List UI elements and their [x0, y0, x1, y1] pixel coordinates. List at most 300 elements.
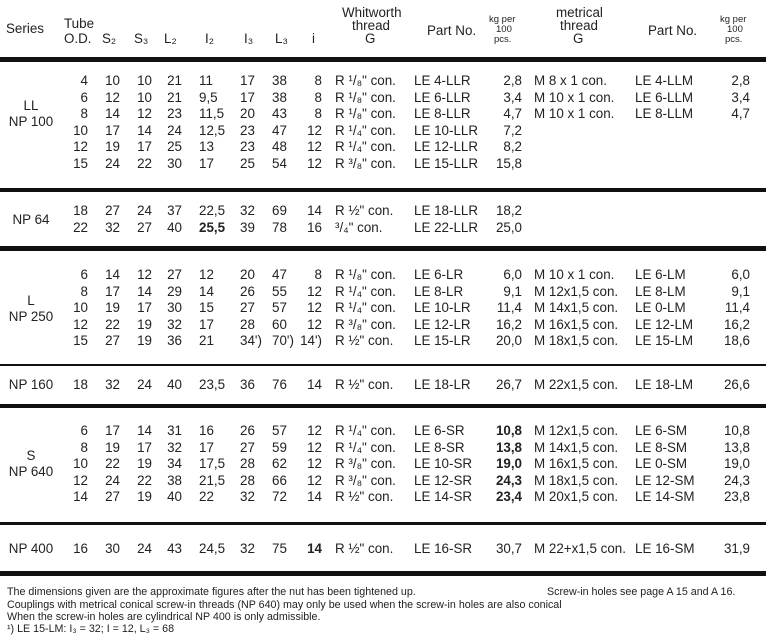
cell-mt: M 14x1,5 con.	[534, 439, 619, 455]
cell-mkg: 24,3	[723, 472, 750, 488]
table-row	[0, 123, 766, 139]
cell-i2: 12,5	[199, 122, 226, 138]
cell-wt: ³/₄" con.	[335, 219, 383, 235]
cell-l3: 43	[272, 106, 287, 122]
cell-wt: R ½" con.	[335, 203, 394, 218]
series-label: NP 640	[8, 464, 54, 479]
cell-wp: LE 8-LLR	[414, 106, 471, 122]
footnote-3: When the screw-in holes are cylindrical NP 400 is only admissible.	[7, 611, 321, 623]
rule-metrical-gap	[598, 188, 766, 191]
cell-mkg: 23,8	[723, 489, 750, 505]
cell-wt: R ¹/₈" con.	[335, 73, 396, 88]
cell-od: 8	[80, 106, 88, 122]
header-metrical-g: G	[573, 31, 584, 46]
cell-i3: 32	[240, 203, 255, 218]
header-od: O.D.	[64, 31, 92, 46]
cell-wt: R ³/₈" con.	[335, 156, 396, 171]
cell-i: 12	[307, 139, 322, 155]
header-s3: S₃	[134, 31, 149, 46]
footnote-1: The dimensions given are the approximate figures after the nut has been tightened up.	[7, 586, 416, 598]
cell-i3: 36	[240, 377, 255, 392]
cell-s2: 12	[105, 89, 120, 105]
cell-mt: M 22+x1,5 con.	[534, 541, 626, 556]
cell-i2: 17	[199, 156, 214, 171]
cell-s3: 10	[137, 89, 152, 105]
cell-l3: 55	[272, 283, 287, 299]
cell-l3: 75	[272, 541, 287, 556]
header-kg-100-2: 100	[727, 24, 743, 35]
cell-l2: 30	[167, 300, 182, 316]
cell-i: 8	[314, 267, 322, 282]
cell-mkg: 6,0	[731, 267, 750, 282]
cell-i: 14	[307, 541, 322, 556]
header-series: Series	[6, 21, 44, 36]
cell-mp: LE 14-SM	[635, 489, 695, 505]
header-tube: Tube	[64, 16, 95, 31]
cell-wp: LE 8-LR	[414, 283, 464, 299]
cell-s3: 19	[137, 456, 152, 472]
cell-l2: 29	[167, 283, 182, 299]
cell-i2: 17,5	[199, 456, 226, 472]
cell-i2: 16	[199, 423, 214, 438]
cell-i2: 25,5	[199, 219, 226, 235]
cell-mkg: 9,1	[731, 283, 750, 299]
table-row	[0, 377, 766, 393]
cell-mp: LE 8-LM	[635, 283, 686, 299]
header-i: i	[312, 31, 315, 46]
series-label: NP 250	[8, 309, 54, 324]
cell-wp: LE 6-SR	[414, 423, 465, 438]
cell-wkg: 3,4	[503, 89, 522, 105]
cell-mp: LE 8-LLM	[635, 106, 694, 122]
cell-mkg: 11,4	[724, 300, 750, 316]
cell-wt: R ³/₈" con.	[335, 456, 396, 472]
cell-l3: 47	[272, 267, 287, 282]
cell-i: 14	[307, 377, 322, 392]
cell-i2: 21	[199, 333, 214, 349]
cell-wp: LE 6-LLR	[414, 89, 471, 105]
cell-wkg: 19,0	[495, 456, 522, 472]
header-kg-pcs: pcs.	[494, 34, 512, 45]
header-whitworth: Whitworth	[342, 5, 402, 20]
cell-od: 8	[80, 439, 88, 455]
cell-mp: LE 6-LM	[635, 267, 686, 282]
cell-wp: LE 16-SR	[414, 541, 473, 556]
cell-wkg: 30,7	[495, 541, 522, 556]
cell-wp: LE 8-SR	[414, 439, 465, 455]
table-row	[0, 489, 766, 505]
cell-wkg: 16,2	[495, 316, 522, 332]
cell-mt: M 16x1,5 con.	[534, 316, 619, 332]
cell-s3: 24	[137, 203, 152, 218]
cell-i: 8	[314, 106, 322, 122]
cell-s2: 10	[105, 73, 120, 88]
cell-s3: 19	[137, 316, 152, 332]
rule-3	[0, 364, 766, 366]
table-row	[0, 300, 766, 316]
cell-i3: 27	[240, 300, 255, 316]
cell-mt: M 18x1,5 con.	[534, 472, 619, 488]
cell-mp: LE 15-LM	[635, 333, 694, 349]
rule-6	[0, 571, 766, 576]
table-row	[0, 473, 766, 489]
cell-l2: 27	[167, 267, 182, 282]
cell-s3: 12	[137, 267, 152, 282]
cell-wp: LE 12-LR	[414, 316, 471, 332]
cell-mt: M 12x1,5 con.	[534, 423, 619, 438]
cell-mp: LE 18-LM	[635, 377, 694, 392]
cell-l3: 78	[272, 219, 287, 235]
cell-i3: 32	[240, 541, 255, 556]
table-row	[0, 73, 766, 89]
cell-od: 15	[73, 156, 88, 171]
cell-l3: 48	[272, 139, 287, 155]
header-l3: L₃	[275, 31, 288, 46]
header-part-no-2: Part No.	[648, 23, 698, 38]
cell-i3: 26	[240, 423, 255, 438]
cell-mt: M 8 x 1 con.	[534, 73, 607, 88]
cell-mp: LE 0-SM	[635, 456, 688, 472]
cell-wp: LE 10-SR	[414, 456, 473, 472]
cell-i2: 12	[199, 267, 214, 282]
cell-od: 15	[73, 333, 88, 349]
cell-s3: 27	[137, 219, 152, 235]
cell-wt: R ¹/₄" con.	[335, 122, 396, 138]
cell-s3: 17	[137, 439, 152, 455]
cell-l3: 76	[272, 377, 287, 392]
cell-i: 12	[307, 439, 322, 455]
header-whitworth-thread: thread	[352, 18, 390, 33]
cell-s2: 14	[105, 106, 120, 122]
cell-i2: 24,5	[199, 541, 226, 556]
cell-od: 18	[73, 203, 88, 218]
table-row	[0, 423, 766, 439]
header-i2: I₂	[205, 31, 214, 46]
cell-wt: R ³/₈" con.	[335, 472, 396, 488]
cell-mt: M 18x1,5 con.	[534, 333, 619, 349]
header-kg-2: kg per	[720, 14, 747, 25]
series-label: NP 64	[12, 212, 50, 227]
cell-l2: 24	[167, 122, 182, 138]
cell-s2: 19	[105, 139, 120, 155]
table-row	[0, 106, 766, 122]
cell-i2: 17	[199, 439, 214, 455]
cell-wt: R ¹/₄" con.	[335, 423, 396, 438]
cell-l3: 62	[272, 456, 287, 472]
cell-i3: 39	[240, 219, 255, 235]
cell-mp: LE 4-LLM	[635, 73, 694, 88]
cell-wp: LE 15-LLR	[414, 156, 479, 171]
cell-od: 10	[73, 456, 88, 472]
cell-l2: 34	[167, 456, 182, 472]
cell-i3: 28	[240, 472, 255, 488]
cell-wkg: 24,3	[495, 472, 522, 488]
table-row	[0, 220, 766, 236]
header-i3: I₃	[244, 31, 254, 46]
footnote-4: ¹) LE 15-LM: I₃ = 32; I = 12, L₃ = 68	[7, 623, 175, 635]
cell-l3: 54	[272, 156, 287, 171]
cell-l3: 38	[272, 73, 287, 88]
cell-l3: 70')	[272, 333, 294, 349]
cell-wkg: 26,7	[495, 377, 522, 392]
cell-i3: 23	[240, 122, 255, 138]
header-metrical: metrical	[556, 5, 603, 20]
cell-mt: M 16x1,5 con.	[534, 456, 619, 472]
cell-l2: 21	[167, 73, 182, 88]
table-row	[0, 90, 766, 106]
cell-wt: R ¹/₄" con.	[335, 439, 396, 455]
cell-s2: 27	[105, 489, 120, 505]
cell-i3: 28	[240, 316, 255, 332]
cell-wp: LE 12-SR	[414, 472, 473, 488]
cell-i: 12	[307, 456, 322, 472]
cell-od: 16	[73, 541, 88, 556]
cell-s2: 32	[105, 377, 120, 392]
cell-s2: 22	[105, 456, 120, 472]
cell-i2: 11,5	[199, 106, 225, 122]
cell-i: 14	[307, 203, 322, 218]
cell-l2: 40	[167, 377, 182, 392]
cell-i2: 15	[199, 300, 214, 316]
cell-mp: LE 12-LM	[635, 316, 694, 332]
cell-l2: 32	[167, 439, 182, 455]
header-whitworth-g: G	[365, 31, 376, 46]
cell-wkg: 18,2	[495, 203, 522, 218]
cell-i: 16	[307, 219, 322, 235]
cell-i3: 23	[240, 139, 255, 155]
cell-od: 14	[73, 489, 88, 505]
cell-l2: 32	[167, 316, 182, 332]
table-row	[0, 284, 766, 300]
cell-i: 12	[307, 156, 322, 171]
cell-s2: 19	[105, 300, 120, 316]
cell-mkg: 10,8	[723, 423, 750, 438]
cell-wkg: 9,1	[503, 283, 522, 299]
cell-wt: R ¹/₈" con.	[335, 89, 396, 105]
cell-wt: R ½" con.	[335, 333, 394, 349]
cell-i2: 22,5	[199, 203, 226, 218]
series-label: NP 400	[8, 541, 54, 556]
cell-mt: M 20x1,5 con.	[534, 489, 619, 505]
cell-mkg: 4,7	[731, 106, 750, 122]
cell-i3: 20	[240, 106, 255, 122]
table-row	[0, 333, 766, 349]
cell-od: 10	[73, 300, 88, 316]
cell-i3: 27	[240, 439, 255, 455]
rule-4	[0, 404, 766, 408]
cell-mt: M 10 x 1 con.	[534, 267, 615, 282]
header-s2: S₂	[102, 31, 117, 46]
cell-wt: R ½" con.	[335, 489, 394, 505]
cell-mp: LE 6-LLM	[635, 89, 694, 105]
table-row	[0, 541, 766, 557]
rule-2	[0, 246, 766, 251]
cell-wkg: 23,4	[495, 489, 522, 505]
rule-header	[0, 57, 766, 62]
cell-od: 12	[73, 472, 88, 488]
cell-i3: 25	[240, 156, 255, 171]
cell-s3: 12	[137, 106, 152, 122]
cell-wkg: 15,8	[495, 156, 522, 171]
cell-od: 18	[73, 377, 88, 392]
table-row	[0, 456, 766, 472]
table-row	[0, 139, 766, 155]
table-row	[0, 440, 766, 456]
cell-i3: 17	[240, 73, 255, 88]
cell-wt: R ³/₈" con.	[335, 316, 396, 332]
cell-wkg: 8,2	[503, 139, 522, 155]
cell-s3: 17	[137, 300, 152, 316]
cell-s2: 17	[105, 423, 120, 438]
cell-wt: R ¹/₄" con.	[335, 283, 396, 299]
cell-s2: 17	[105, 122, 120, 138]
cell-s2: 30	[105, 541, 120, 556]
cell-i2: 23,5	[199, 377, 226, 392]
header-kg: kg per	[489, 14, 516, 25]
cell-od: 6	[80, 267, 88, 282]
cell-s2: 24	[105, 156, 120, 171]
cell-i3: 17	[240, 89, 255, 105]
cell-l2: 31	[167, 423, 182, 438]
cell-s3: 14	[137, 122, 152, 138]
cell-s3: 19	[137, 489, 152, 505]
cell-l3: 66	[272, 472, 287, 488]
cell-wkg: 2,8	[503, 73, 522, 88]
cell-s2: 27	[105, 203, 120, 218]
cell-l2: 38	[167, 472, 182, 488]
cell-od: 6	[80, 423, 88, 438]
cell-wp: LE 4-LLR	[414, 73, 471, 88]
cell-l3: 47	[272, 122, 287, 138]
cell-i2: 21,5	[199, 472, 226, 488]
cell-s2: 19	[105, 439, 120, 455]
footnote-2: Couplings with metrical conical screw-in threads (NP 640) may only be used when the screw-in holes are also conical	[7, 599, 562, 611]
cell-i2: 17	[199, 316, 214, 332]
cell-i: 12	[307, 300, 322, 316]
cell-mt: M 22x1,5 con.	[534, 377, 619, 392]
cell-wkg: 7,2	[503, 122, 522, 138]
cell-wkg: 11,4	[496, 300, 522, 316]
cell-wp: LE 10-LR	[414, 300, 471, 316]
series-label: LL	[23, 98, 39, 113]
cell-od: 6	[80, 89, 88, 105]
header-l2: L₂	[164, 31, 177, 46]
cell-od: 12	[73, 316, 88, 332]
cell-wt: R ¹/₈" con.	[335, 106, 396, 122]
cell-mkg: 31,9	[723, 541, 750, 556]
cell-i2: 14	[199, 283, 214, 299]
cell-i2: 11	[199, 73, 213, 88]
series-label: NP 160	[8, 377, 54, 392]
cell-mkg: 26,6	[723, 377, 750, 392]
cell-i: 8	[314, 89, 322, 105]
cell-i: 14	[307, 489, 322, 505]
table-row	[0, 267, 766, 283]
cell-s2: 27	[105, 333, 120, 349]
cell-mt: M 10 x 1 con.	[534, 89, 615, 105]
cell-i2: 22	[199, 489, 214, 505]
header-part-no: Part No.	[427, 23, 477, 38]
cell-l3: 38	[272, 89, 287, 105]
cell-l3: 59	[272, 439, 287, 455]
header-kg-100: 100	[496, 24, 512, 35]
cell-mkg: 16,2	[723, 316, 750, 332]
series-label: L	[27, 293, 35, 308]
cell-mkg: 18,6	[723, 333, 750, 349]
cell-i: 14')	[300, 333, 322, 349]
cell-i: 12	[307, 122, 322, 138]
cell-od: 8	[80, 283, 88, 299]
cell-wkg: 10,8	[495, 423, 522, 438]
cell-wkg: 6,0	[503, 267, 522, 282]
cell-l2: 30	[167, 156, 182, 171]
cell-wp: LE 22-LLR	[414, 219, 479, 235]
cell-i: 12	[307, 283, 322, 299]
cell-mt: M 14x1,5 con.	[534, 300, 619, 316]
cell-od: 22	[73, 219, 88, 235]
cell-wp: LE 10-LLR	[414, 122, 479, 138]
cell-mt: M 12x1,5 con.	[534, 283, 619, 299]
cell-mkg: 2,8	[731, 73, 750, 88]
cell-wt: R ½" con.	[335, 541, 394, 556]
cell-l3: 72	[272, 489, 287, 505]
cell-s3: 14	[137, 283, 152, 299]
table-row	[0, 317, 766, 333]
cell-wp: LE 18-LLR	[414, 203, 479, 218]
cell-mp: LE 0-LM	[635, 300, 686, 316]
cell-wt: R ¹/₈" con.	[335, 267, 396, 282]
rule-5	[0, 522, 766, 525]
series-label: S	[26, 448, 36, 463]
cell-wt: R ¹/₄" con.	[335, 139, 396, 155]
cell-l2: 40	[167, 489, 182, 505]
cell-s3: 19	[137, 333, 152, 349]
cell-od: 10	[73, 122, 88, 138]
cell-mp: LE 12-SM	[635, 472, 695, 488]
cell-od: 12	[73, 139, 88, 155]
cell-wp: LE 12-LLR	[414, 139, 479, 155]
cell-s3: 22	[137, 472, 152, 488]
cell-wkg: 13,8	[495, 439, 522, 455]
cell-mkg: 3,4	[731, 89, 750, 105]
cell-wt: R ¹/₄" con.	[335, 300, 396, 316]
cell-l2: 43	[167, 541, 182, 556]
cell-s2: 32	[105, 219, 120, 235]
cell-s3: 10	[137, 73, 152, 88]
cell-mt: M 10 x 1 con.	[534, 106, 615, 122]
cell-s3: 22	[137, 156, 152, 171]
cell-l2: 40	[167, 219, 182, 235]
cell-mkg: 13,8	[723, 439, 750, 455]
cell-wkg: 20,0	[495, 333, 522, 349]
cell-mp: LE 8-SM	[635, 439, 688, 455]
cell-wp: LE 15-LR	[414, 333, 471, 349]
cell-s2: 24	[105, 472, 120, 488]
cell-l3: 57	[272, 300, 287, 316]
cell-i3: 34')	[240, 333, 262, 349]
footnote-screw-in-holes: Screw-in holes see page A 15 and A 16.	[547, 586, 736, 598]
series-label: NP 100	[8, 114, 54, 129]
cell-s3: 14	[137, 423, 152, 438]
cell-s3: 24	[137, 377, 152, 392]
cell-l3: 57	[272, 423, 287, 438]
cell-l2: 23	[167, 106, 182, 122]
cell-l2: 25	[167, 139, 182, 155]
cell-i: 12	[307, 472, 322, 488]
cell-s2: 14	[105, 267, 120, 282]
cell-l3: 60	[272, 316, 287, 332]
cell-wp: LE 18-LR	[414, 377, 471, 392]
